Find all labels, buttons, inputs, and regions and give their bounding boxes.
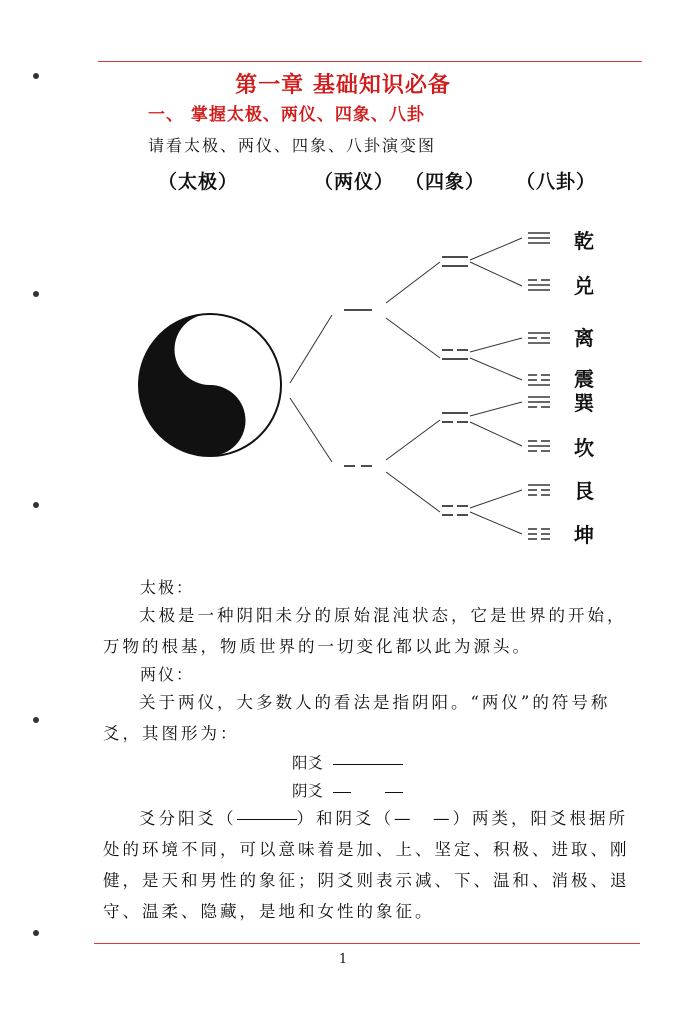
- taiji-paragraph: 太极是一种阴阳未分的原始混沌状态，它是世界的开始，万物的根基，物质世界的一切变化都以此为源头。: [103, 606, 627, 656]
- trigram-dui: 兑: [574, 274, 594, 298]
- bagua-symbols: [528, 233, 550, 539]
- branch-lines: [290, 238, 522, 534]
- trigram-zhen: 震: [574, 367, 594, 391]
- liangyi-label: 两仪：: [140, 665, 195, 684]
- yin-yao-symbol-right: [385, 792, 403, 793]
- liangyi-paragraph: 关于两仪，大多数人的看法是指阴阳。“两仪”的符号称爻，其图形为：: [103, 693, 611, 743]
- inline-yang-symbol: [237, 819, 297, 820]
- trigram-li: 离: [574, 326, 594, 350]
- caption-taiji: （太极）: [158, 171, 239, 193]
- section-heading: 一、 掌握太极、两仪、四象、八卦: [148, 105, 425, 125]
- yin-yao-formula: [292, 779, 403, 801]
- caption-liangyi: （两仪）: [314, 171, 395, 193]
- yang-yao-symbol: [333, 764, 403, 765]
- yao-text-part1: 爻分阳爻（: [139, 809, 237, 828]
- trigram-xun: 巽: [574, 391, 594, 415]
- trigram-qian: 乾: [574, 229, 594, 253]
- taiji-label: 太极：: [140, 578, 195, 597]
- yao-text-part2: ）和阴爻（— —）两类，阳爻根据所处的环境不同，可以意味着是加、上、坚定、积极、进取、刚健，是天和男性的象征；阴爻则表示减、下、温和、消极、退守、温柔、隐藏，是地和女性的象征。: [103, 809, 630, 921]
- page-number: 1: [338, 952, 348, 967]
- binder-hole: [33, 930, 39, 936]
- bottom-rule: [94, 943, 640, 944]
- yin-yao-label: 阴爻: [292, 782, 324, 800]
- chapter-title: 第一章 基础知识必备: [235, 72, 451, 98]
- yin-yao-symbol-left: [333, 792, 351, 793]
- liangyi-symbols: [344, 310, 372, 466]
- yang-yao-formula: [292, 751, 403, 773]
- trigram-kun: 坤: [574, 523, 594, 547]
- yang-yao-label: 阳爻: [292, 754, 324, 772]
- trigram-gen: 艮: [574, 479, 594, 503]
- trigram-kan: 坎: [574, 436, 594, 460]
- diagram-intro: 请看太极、两仪、四象、八卦演变图: [148, 136, 437, 155]
- caption-bagua: （八卦）: [516, 171, 597, 193]
- caption-sixiang: （四象）: [405, 171, 486, 193]
- binder-hole: [33, 717, 39, 723]
- yao-paragraph: [103, 803, 643, 927]
- sixiang-symbols: [442, 257, 468, 515]
- taiji-icon: [139, 314, 281, 456]
